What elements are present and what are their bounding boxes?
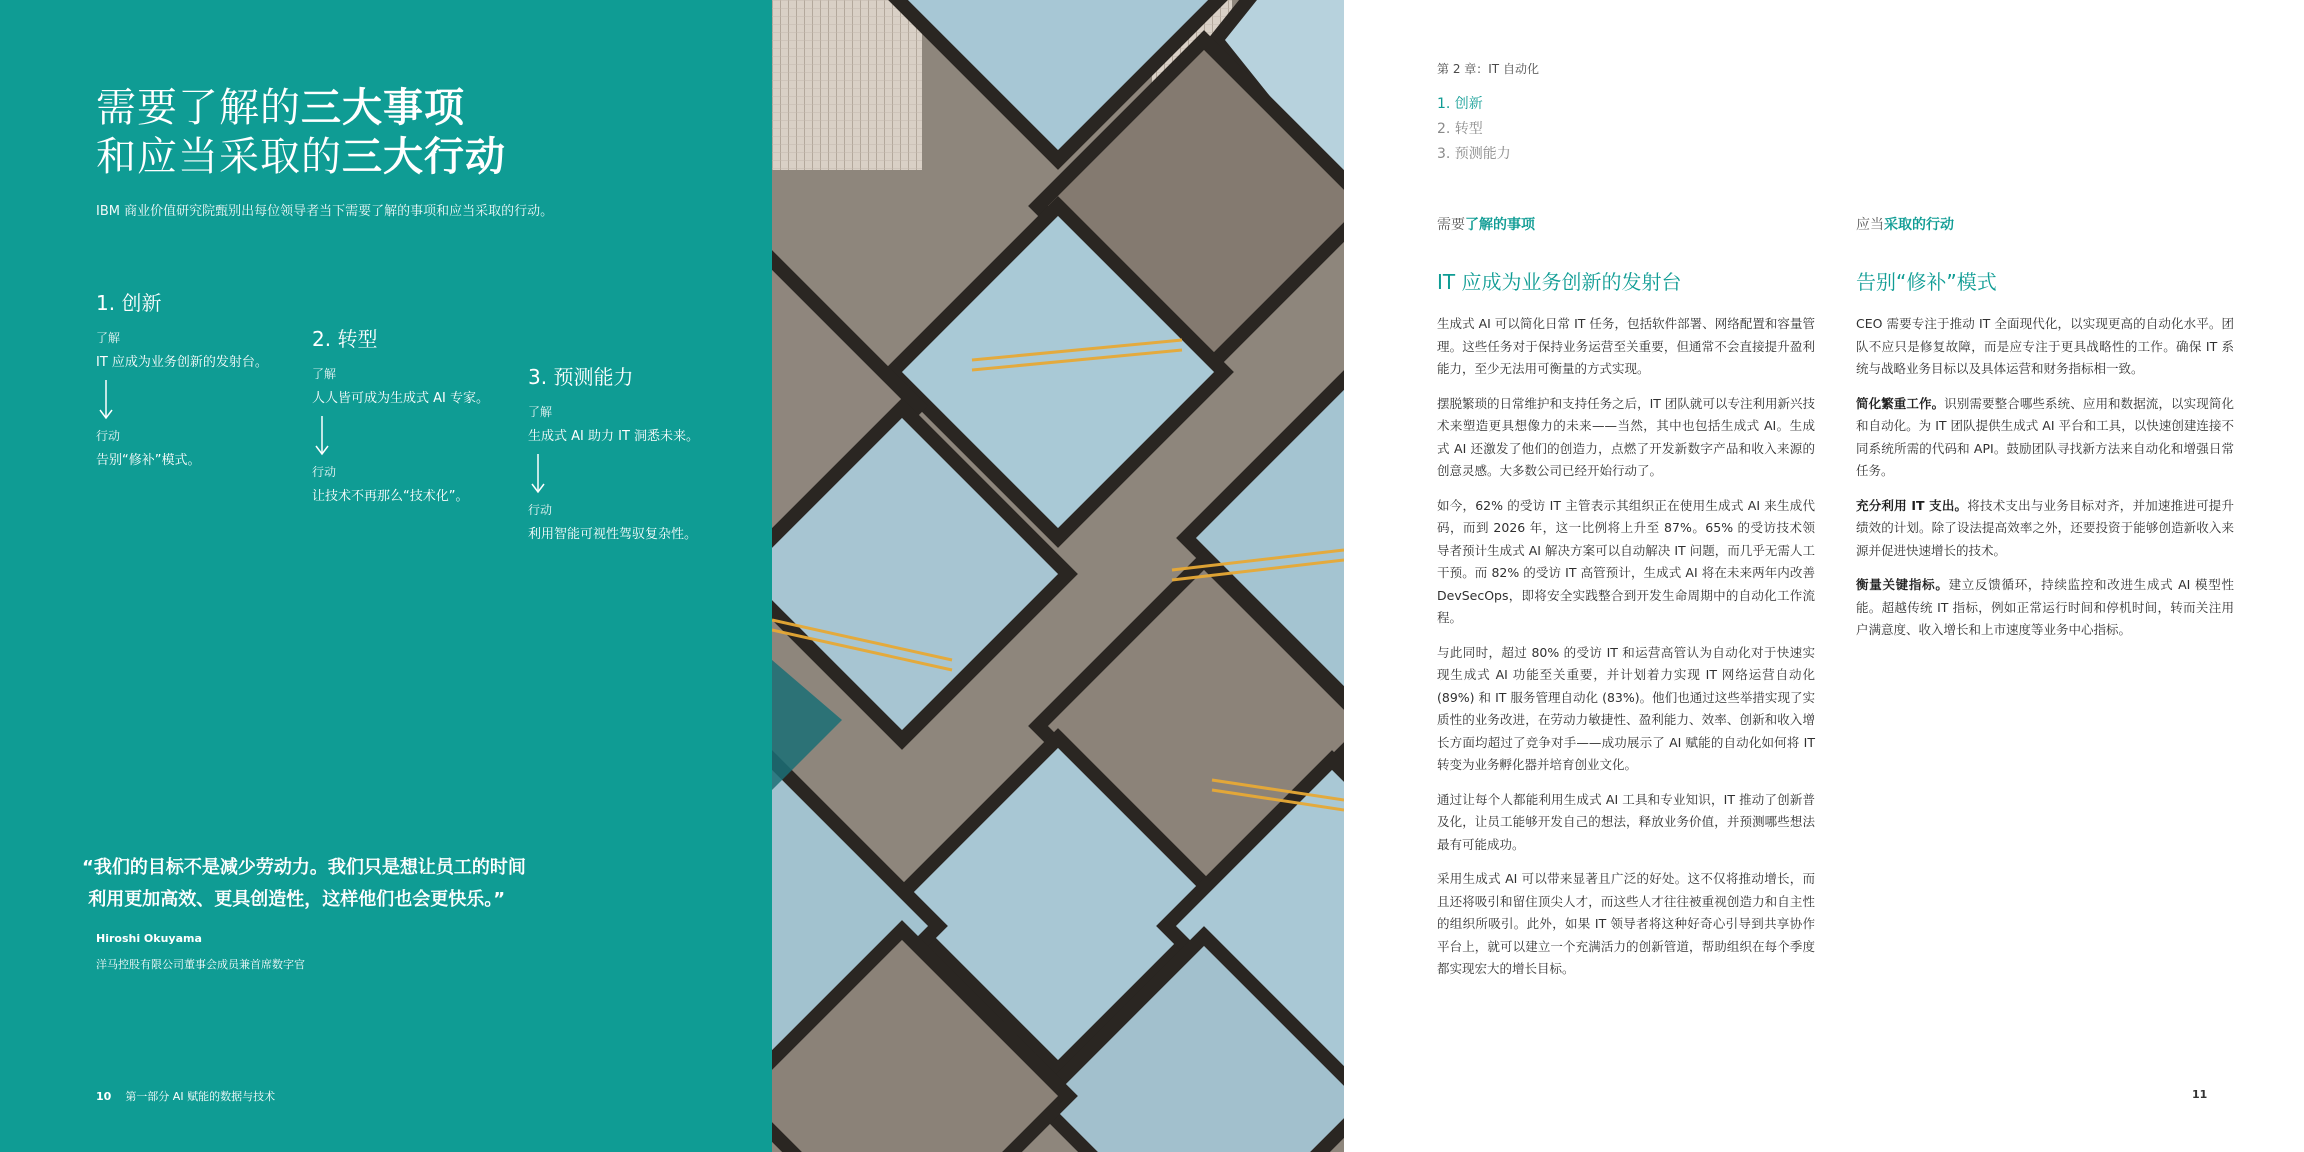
- hero-title-line2-light: 和应当采取的: [96, 134, 342, 180]
- quote-author: Hiroshi Okuyama: [96, 932, 202, 945]
- hero-title-line1-light: 需要了解的: [96, 85, 301, 131]
- action-item: [1856, 574, 2234, 642]
- chapter-toc: [1437, 92, 1511, 167]
- know-text: 人人皆可成为生成式 AI 专家。: [312, 391, 489, 406]
- know-text: IT 应成为业务创新的发射台。: [96, 355, 268, 370]
- body-paragraph: 采用生成式 AI 可以带来显著且广泛的好处。这不仅将推动增长，而且还将吸引和留住顶尖人才，而这些人才往往被重视创造力和自主性的组织所吸引。此外，如果 IT 领导者将这种好奇心引导到共享协作平台上，就可以建立一个充满活力的创新管道，帮助组织在每个季度都实现宏大的增长目标。: [1437, 871, 1815, 976]
- quote-line-1: “我们的目标不是减少劳动力。我们只是想让员工的时间: [82, 857, 526, 878]
- arrow-down-icon: [98, 380, 118, 420]
- act-text: 让技术不再那么“技术化”。: [312, 489, 469, 504]
- page-number: 10: [96, 1090, 112, 1103]
- body-paragraph: CEO 需要专注于推动 IT 全面现代化，以实现更高的自动化水平。团队不应只是修复故障，而是应专注于更具战略性的工作。确保 IT 系统与战略业务目标以及具体运营和财务指标相一致。: [1856, 316, 2234, 376]
- column-heading-bold: 了解的事项: [1465, 217, 1535, 233]
- facade-photo: [772, 0, 1344, 1152]
- action-text: 识别需要整合哪些系统、应用和数据流，以实现简化和自动化。为 IT 团队提供生成式 AI 平台和工具，以快速创建连接不同系统所需的代码和 API。鼓励团队寻找新方法来自动化和增强日常任务。: [1856, 395, 2234, 478]
- left-panel: [0, 0, 772, 1152]
- know-label: 了解: [312, 367, 337, 381]
- column-heading-light: 需要: [1437, 217, 1465, 233]
- action-item: [1856, 495, 2234, 563]
- step-title: 1. 创新: [96, 291, 162, 315]
- step-title: 3. 预测能力: [528, 365, 634, 389]
- hero-title-line1-bold: 三大事项: [301, 85, 465, 131]
- footer-section-title: 第一部分 AI 赋能的数据与技术: [125, 1090, 276, 1103]
- act-label: 行动: [528, 503, 553, 517]
- hero-subtitle: IBM 商业价值研究院甄别出每位领导者当下需要了解的事项和应当采取的行动。: [96, 204, 554, 219]
- body-paragraph: 生成式 AI 可以简化日常 IT 任务，包括软件部署、网络配置和容量管理。这些任务对于保持业务运营至关重要，但通常不会直接提升盈利能力，至少无法用可衡量的方式实现。: [1437, 316, 1815, 376]
- toc-item-innovation[interactable]: 1. 创新: [1437, 96, 1483, 112]
- column-heading-light: 应当: [1856, 217, 1884, 233]
- chapter-label: 第 2 章：IT 自动化: [1437, 62, 1539, 76]
- act-label: 行动: [312, 465, 337, 479]
- right-panel: [1344, 0, 2304, 1152]
- action-text: 建立反馈循环，持续监控和改进生成式 AI 模型性能。超越传统 IT 指标，例如正常运行时间和停机时间，转而关注用户满意度、收入增长和上市速度等业务中心指标。: [1856, 577, 2234, 637]
- step-transformation: [312, 326, 489, 506]
- quote-line-2: 利用更加高效、更具创造性，这样他们也会更快乐。”: [88, 889, 506, 910]
- know-label: 了解: [96, 331, 121, 345]
- step-prediction: [528, 364, 699, 544]
- column-heading: [1437, 214, 1815, 234]
- hero-title: [96, 84, 506, 182]
- action-lead: 衡量关键指标。: [1856, 577, 1949, 592]
- column-heading-bold: 采取的行动: [1884, 217, 1954, 233]
- know-text: 生成式 AI 助力 IT 洞悉未来。: [528, 429, 700, 444]
- arrow-down-icon: [314, 416, 334, 456]
- quote-role: 洋马控股有限公司董事会成员兼首席数字官: [96, 958, 305, 971]
- body-paragraph: 与此同时，超过 80% 的受访 IT 和运营高管认为自动化对于快速实现生成式 AI 功能至关重要，并计划着力实现 IT 网络运营自动化 (89%) 和 IT 服务管理自动化 (83%)。他们也通过这些举措实现了实质性的业务改进，在劳动力敏捷性、盈利能力、效率、创新和收入增长方面均超过了竞争对手——成功展示了 AI 赋能的自动化如何将 IT 转变为业务孵化器并培育创业文化。: [1437, 644, 1815, 772]
- act-label: 行动: [96, 429, 121, 443]
- step-innovation: [96, 290, 268, 470]
- toc-item-prediction[interactable]: 3. 预测能力: [1437, 146, 1511, 162]
- body-paragraph: 如今，62% 的受访 IT 主管表示其组织正在使用生成式 AI 来生成代码，而到 2026 年，这一比例将上升至 87%。65% 的受访技术领导者预计生成式 AI 解决方案可以自动解决 IT 问题，而几乎无需人工干预。而 82% 的受访 IT 高管预计，生成式 AI 将在未来两年内改善 DevSecOps，即将安全实践整合到开发生命周期中的自动化工作流程。: [1437, 497, 1815, 625]
- column-heading: [1856, 214, 2234, 234]
- action-lead: 简化繁重工作。: [1856, 395, 1945, 411]
- know-label: 了解: [528, 405, 553, 419]
- pull-quote: [82, 852, 602, 916]
- action-lead: 充分利用 IT 支出。: [1856, 497, 1968, 513]
- act-text: 利用智能可视性驾驭复杂性。: [528, 527, 698, 542]
- step-title: 2. 转型: [312, 327, 378, 351]
- column-actions: [1856, 214, 2234, 654]
- body-paragraph: 摆脱繁琐的日常维护和支持任务之后，IT 团队就可以专注利用新兴技术来塑造更具想像力的未来——当然，其中也包括生成式 AI。生成式 AI 还激发了他们的创造力，点燃了开发新数字产品和收入来源的创意灵感。大多数公司已经开始行动了。: [1437, 395, 1815, 478]
- page-footer-left: [96, 1088, 275, 1104]
- body-paragraph: 通过让每个人都能利用生成式 AI 工具和专业知识，IT 推动了创新普及化，让员工能够开发自己的想法，释放业务价值，并预测哪些想法最有可能成功。: [1437, 791, 1815, 852]
- action-text: 将技术支出与业务目标对齐，并加速推进可提升绩效的计划。除了设法提高效率之外，还要投资于能够创造新收入来源并促进快速增长的技术。: [1856, 497, 2234, 558]
- action-item: [1856, 393, 2234, 483]
- column-title: 告别“修补”模式: [1856, 270, 1997, 294]
- hero-title-line2-bold: 三大行动: [342, 134, 506, 180]
- arrow-down-icon: [530, 454, 550, 494]
- column-need-to-know: [1437, 214, 1815, 993]
- page-number: 11: [2192, 1088, 2208, 1101]
- act-text: 告别“修补”模式。: [96, 453, 201, 468]
- glass-facade-image: [772, 0, 1344, 1152]
- column-title: IT 应成为业务创新的发射台: [1437, 270, 1682, 294]
- toc-item-transformation[interactable]: 2. 转型: [1437, 121, 1483, 137]
